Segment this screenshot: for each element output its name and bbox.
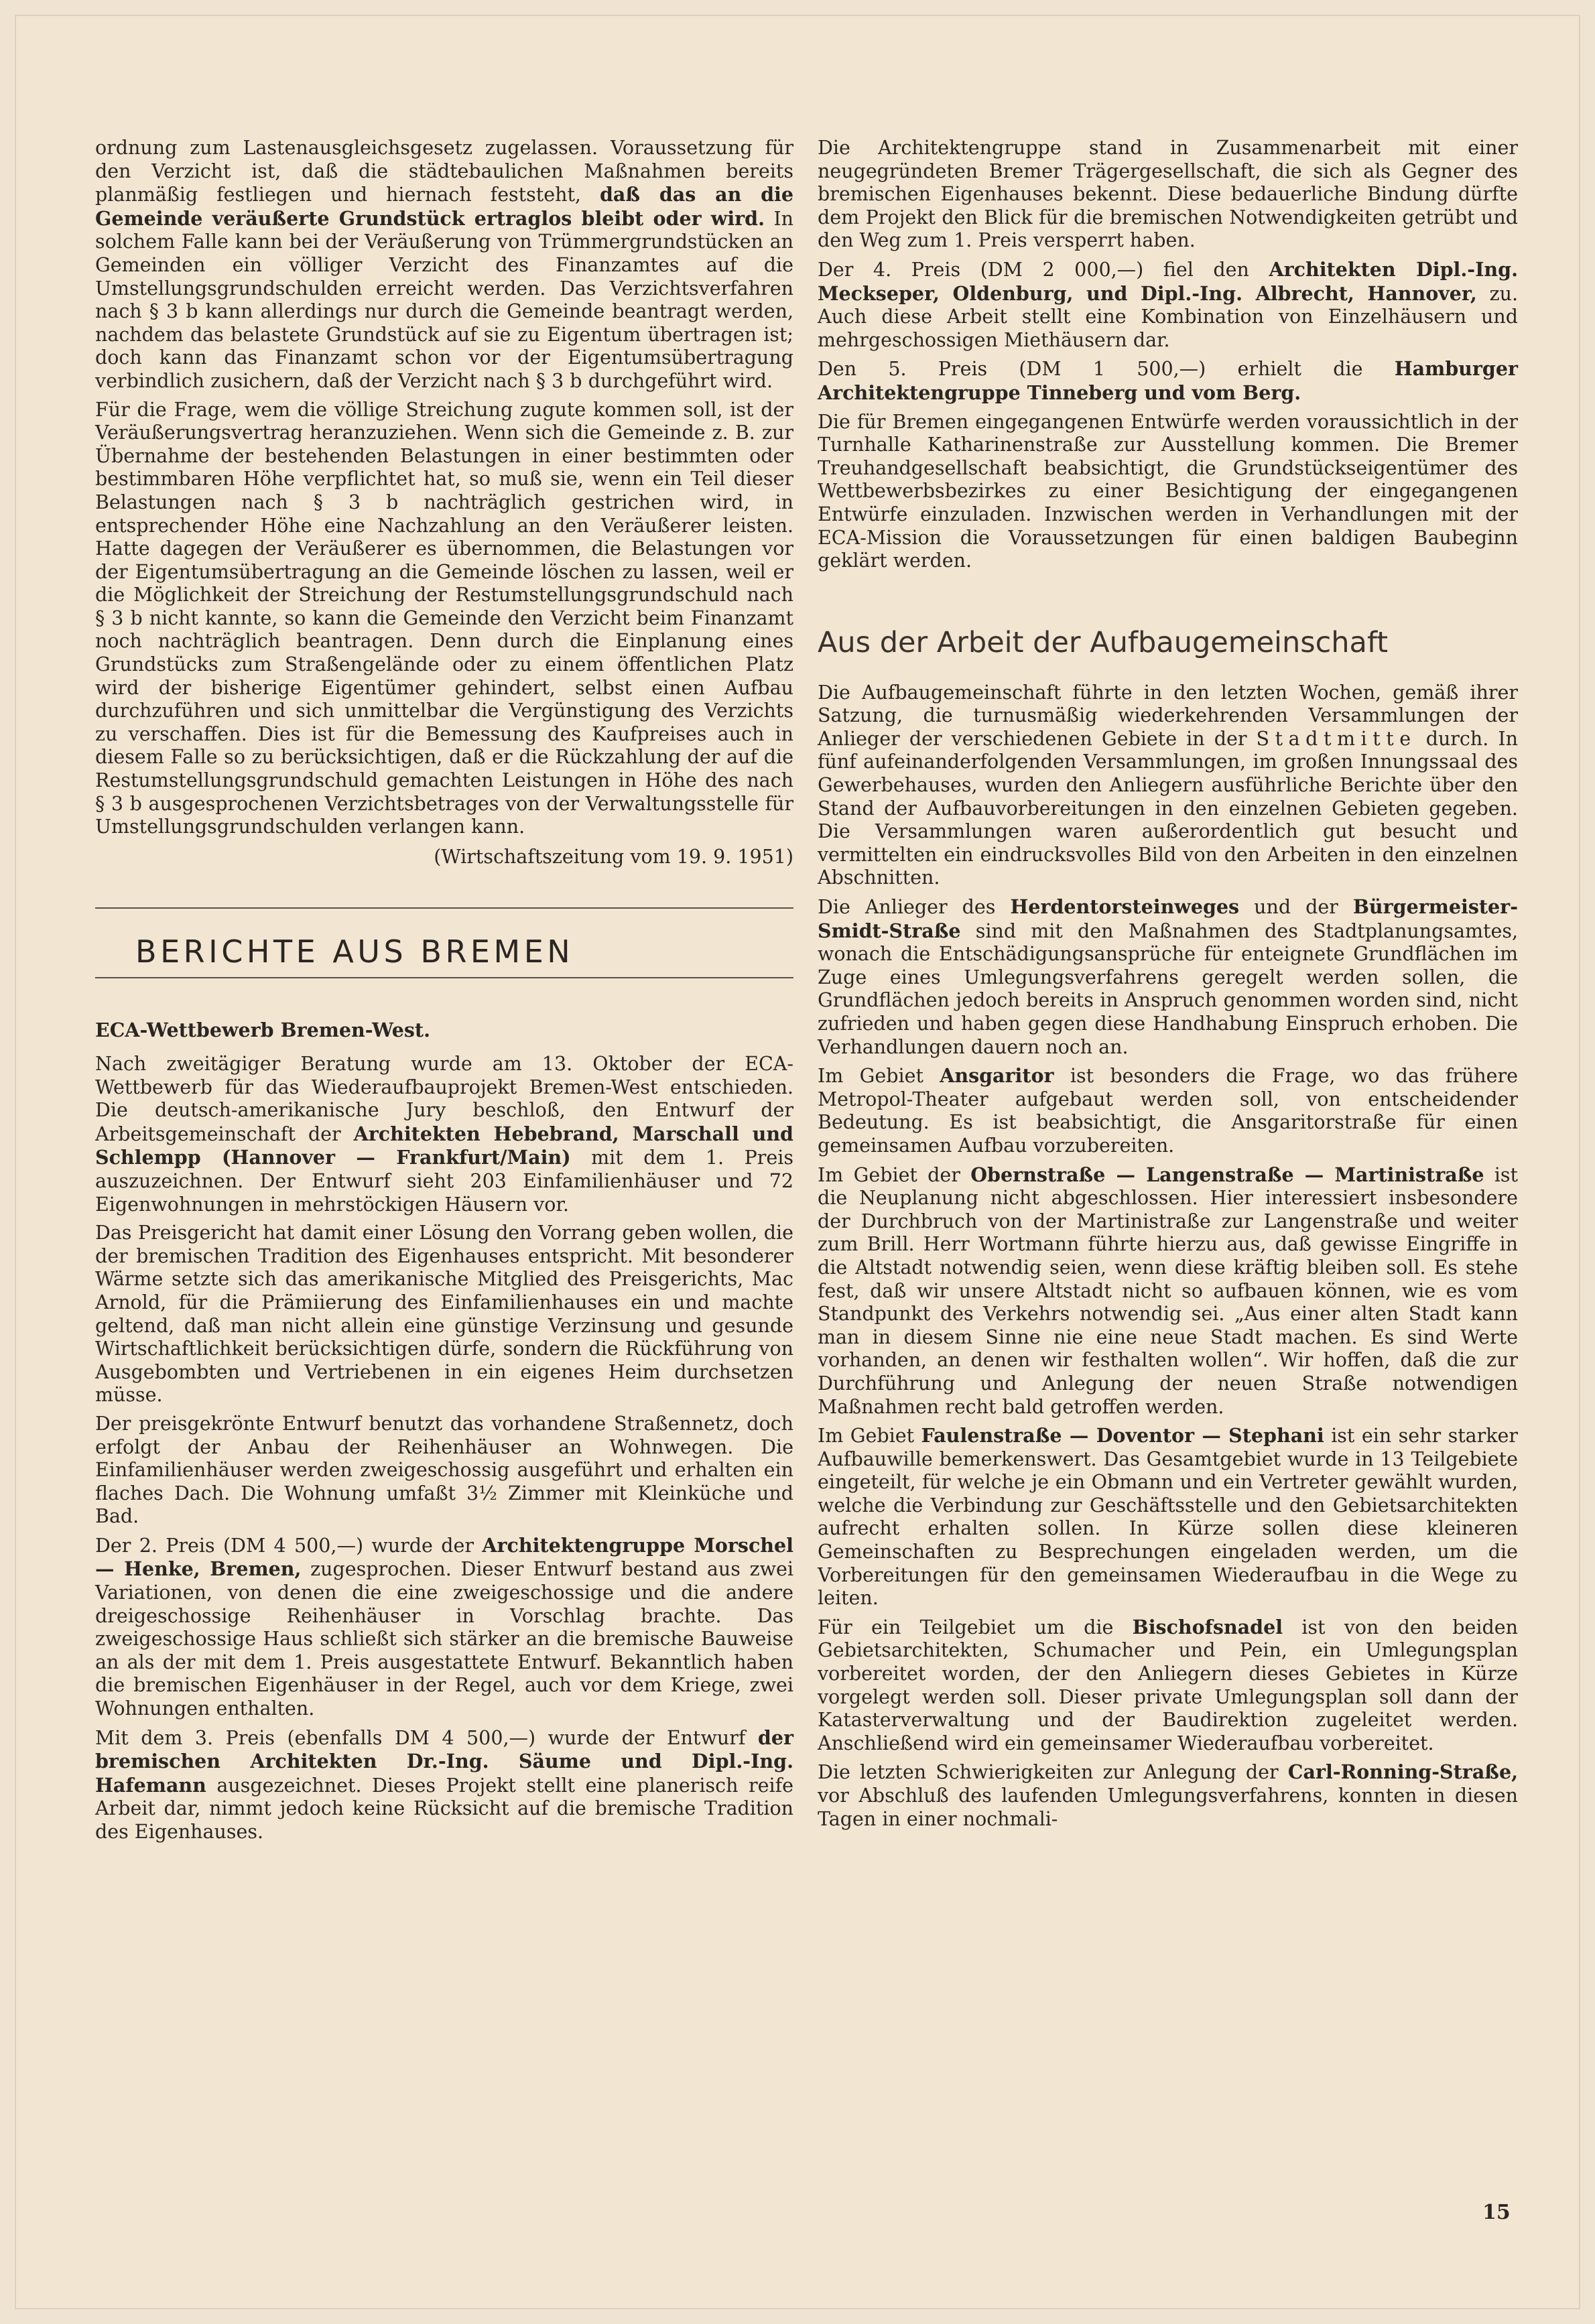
paragraph: Die für Bremen eingegangenen Entwürfe werden voraussichtlich in der Turnhalle Katharinenstraße zur Ausstellung kommen. Die Bremer Treuhandgesellschaft beabsichtigt, die Grundstückseigentümer des Wettbewerbsbezirkes zu einer Besichtigung der eingegangenen Entwürfe einzuladen. Inzwischen werden in Verhandlungen mit der ECA-Mission die Voraussetzungen für einen baldigen Baubeginn geklärt werden. xyxy=(818,410,1518,572)
section-rule-top xyxy=(95,907,793,909)
paragraph: Das Preisgericht hat damit einer Lösung den Vorrang geben wollen, die der bremischen Tradition des Eigenhauses entspricht. Mit besonderer Wärme setzte sich das amerikanische Mitglied des Preisgerichts, Mac Arnold, für die Prämiierung des Einfamilienhauses ein und machte geltend, daß man nicht allein eine günstige Verzinsung und gesunde Wirtschaftlichkeit berücksichtigen dürfe, sondern die Rückführung von Ausgebombten und Vertriebenen in ein eigenes Heim durchsetzen müsse. xyxy=(95,1222,793,1407)
paragraph: Die Architektengruppe stand in Zusammenarbeit mit einer neugegründeten Bremer Trägergesellschaft, die sich als Gegner des bremischen Eigenhauses bekennt. Diese bedauerliche Bindung dürfte dem Projekt den Blick für die bremischen Notwendigkeiten getrübt und den Weg zum 1. Preis versperrt haben. xyxy=(818,137,1518,252)
paragraph: Im Gebiet Faulenstraße — Doventor — Stephani ist ein sehr starker Aufbauwille bemerkenswert. Das Gesamtgebiet wurde in 13 Teilgebiete eingeteilt, für welche je ein Obmann und ein Vertreter gewählt wurden, welche die Verbindung zur Geschäftsstelle und den Gebietsarchitekten aufrecht erhalten sollen. In Kürze sollen diese kleineren Gemeinschaften zu Besprechungen eingeladen werden, um die Vorbereitungen für den gemeinsamen Wiederaufbau in die Wege zu leiten. xyxy=(818,1424,1519,1610)
paragraph: Im Gebiet Ansgaritor ist besonders die Frage, wo das frühere Metropol-Theater aufgebaut werden soll, von entscheidender Bedeutung. Es ist beabsichtigt, die Ansgaritorstraße für einen gemeinsamen Aufbau vorzubereiten. xyxy=(818,1064,1519,1157)
page-number: 15 xyxy=(1482,2201,1511,2224)
paragraph: ordnung zum Lastenausgleichsgesetz zugelassen. Voraussetzung für den Verzicht ist, daß die städtebaulichen Maßnahmen bereits planmäßig festliegen und hiernach feststeht, daß das an die Gemeinde veräußerte Grundstück ertraglos bleibt oder wird. In solchem Falle kann bei der Veräußerung von Trümmergrundstücken an Gemeinden ein völliger Verzicht des Finanzamtes auf die Umstellungsgrundschulden erreicht werden. Das Verzichtsverfahren nach § 3 b kann allerdings nur durch die Gemeinde beantragt werden, nachdem das belastete Grundstück auf sie zu Eigentum übertragen ist; doch kann das Finanzamt schon vor der Eigentumsübertragung verbindlich zusichern, daß der Verzicht nach § 3 b durchgeführt wird. xyxy=(95,137,794,392)
right-column xyxy=(818,137,1518,1836)
left-column xyxy=(95,137,793,1850)
paragraph: Die letzten Schwierigkeiten zur Anlegung der Carl-Ronning-Straße, vor Abschluß des laufenden Umlegungsverfahrens, konnten in diesen Tagen in einer nochmali- xyxy=(818,1760,1518,1830)
paragraph: Der 2. Preis (DM 4 500,—) wurde der Architektengruppe Morschel — Henke, Bremen, zugesprochen. Dieser Entwurf bestand aus zwei Variationen, von denen die eine zweigeschossige und die andere dreigeschossige Reihenhäuser in Vorschlag brachte. Das zweigeschossige Haus schließt sich stärker an die bremische Bauweise an als der mit dem 1. Preis ausgestattete Entwurf. Bekanntlich haben die bremischen Eigenhäuser in der Regel, auch vor dem Kriege, zwei Wohnungen enthalten. xyxy=(95,1533,793,1720)
paragraph: Der preisgekrönte Entwurf benutzt das vorhandene Straßennetz, doch erfolgt der Anbau der Reihenhäuser an Wohnwegen. Die Einfamilienhäuser werden zweigeschossig ausgeführt und erhalten ein flaches Dach. Die Wohnung umfaßt 3½ Zimmer mit Kleinküche und Bad. xyxy=(95,1412,793,1528)
paragraph: Der 4. Preis (DM 2 000,—) fiel den Architekten Dipl.-Ing. Meckseper, Oldenburg, und Dipl.-Ing. Albrecht, Hannover, zu. Auch diese Arbeit stellt eine Kombination von Einzelhäusern und mehrgeschossigen Miethäusern dar. xyxy=(818,257,1519,351)
section-rule-bottom xyxy=(95,977,793,978)
paragraph: Für ein Teilgebiet um die Bischofsnadel ist von den beiden Gebietsarchitekten, Schumacher und Pein, ein Umlegungsplan vorbereitet worden, der den Anliegern dieses Gebietes in Kürze vorgelegt werden soll. Dieser private Umlegungsplan soll dann der Katasterverwaltung und der Baudirektion zugeleitet werden. Anschließend wird ein gemeinsamer Wiederaufbau vorbereitet. xyxy=(818,1615,1518,1754)
document-page xyxy=(15,15,1580,2309)
paragraph: Nach zweitägiger Beratung wurde am 13. Oktober der ECA-Wettbewerb für das Wiederaufbauprojekt Bremen-West entschieden. Die deutsch-amerikanische Jury beschloß, den Entwurf der Arbeitsgemeinschaft der Architekten Hebebrand, Marschall und Schlempp (Hannover — Frankfurt/Main) mit dem 1. Preis auszuzeichnen. Der Entwurf sieht 203 Einfamilienhäuser und 72 Eigenwohnungen in mehrstöckigen Häusern vor. xyxy=(95,1053,793,1216)
paragraph: Die Aufbaugemeinschaft führte in den letzten Wochen, gemäß ihrer Satzung, die turnusmäßig wiederkehrenden Versammlungen der Anlieger der verschiedenen Gebiete in der Stadtmitte durch. In fünf aufeinanderfolgenden Versammlungen, im großen Innungssaal des Gewerbehauses, wurden den Anliegern ausführliche Berichte über den Stand der Aufbauvorbereitungen in den einzelnen Gebieten gegeben. Die Versammlungen waren außerordentlich gut besucht und vermittelten ein eindrucksvolles Bild von den Arbeiten in den einzelnen Abschnitten. xyxy=(818,681,1518,889)
paragraph: Im Gebiet der Obernstraße — Langenstraße — Martinistraße ist die Neuplanung nicht abgeschlossen. Hier interessiert insbesondere der Durchbruch von der Martinistraße zur Langenstraße und weiter zum Brill. Herr Wortmann führte hierzu aus, daß gewisse Eingriffe in die Altstadt notwendig seien, wenn diese kräftig bleiben soll. Es stehe fest, daß wir unsere Altstadt nicht so aufbauen können, wie es vom Standpunkt des Verkehrs notwendig sei. „Aus einer alten Stadt kann man in diesem Sinne nie eine neue Stadt machen. Es sind Werte vorhanden, an denen wir festhalten wollen“. Wir hoffen, daß die zur Durchführung und Anlegung der neuen Straße notwendigen Maßnahmen recht bald getroffen werden. xyxy=(818,1163,1518,1418)
paragraph: Für die Frage, wem die völlige Streichung zugute kommen soll, ist der Veräußerungsvertrag heranzuziehen. Wenn sich die Gemeinde z. B. zur Übernahme der bestehenden Belastungen in einer bestimmten oder bestimmbaren Höhe verpflichtet hat, so muß sie, wenn ein Teil dieser Belastungen nach § 3 b nachträglich gestrichen wird, in entsprechender Höhe eine Nachzahlung an den Veräußerer leisten. Hatte dagegen der Veräußerer es übernommen, die Belastungen vor der Eigentumsübertragung an die Gemeinde löschen zu lassen, weil er die Möglichkeit der Streichung der Restumstellungsgrundschuld nach § 3 b nicht kannte, so kann die Gemeinde den Verzicht beim Finanzamt noch nachträglich beantragen. Denn durch die Einplanung eines Grundstücks zum Straßengelände oder zu einem öffentlichen Platz wird der bisherige Eigentümer gehindert, selbst einen Aufbau durchzuführen und sich unmittelbar die Vergünstigung des Verzichts zu verschaffen. Dies ist für die Bemessung des Kaufpreises auch in diesem Falle so zu berücksichtigen, daß er die Rückzahlung der auf die Restumstellungsgrundschuld gemachten Leistungen in Höhe des nach § 3 b ausgesprochenen Verzichtsbetrages von der Verwaltungsstelle für Umstellungsgrundschulden verlangen kann. xyxy=(95,398,793,838)
source-citation: (Wirtschaftszeitung vom 19. 9. 1951) xyxy=(434,845,793,868)
article-subheading: ECA-Wettbewerb Bremen-West. xyxy=(95,1019,430,1042)
article-heading: Aus der Arbeit der Aufbaugemeinschaft xyxy=(818,625,1389,659)
paragraph: Mit dem 3. Preis (ebenfalls DM 4 500,—) wurde der Entwurf der bremischen Architekten Dr.-Ing. Säume und Dipl.-Ing. Hafemann ausgezeichnet. Dieses Projekt stellt eine planerisch reife Arbeit dar, nimmt jedoch keine Rücksicht auf die bremische Tradition des Eigenhauses. xyxy=(95,1726,794,1843)
paragraph: Den 5. Preis (DM 1 500,—) erhielt die Hamburger Architektengruppe Tinneberg und vom Berg. xyxy=(818,357,1518,404)
section-heading: BERICHTE AUS BREMEN xyxy=(135,933,574,970)
paragraph: Die Anlieger des Herdentorsteinweges und der Bürgermeister-Smidt-Straße sind mit den Maßnahmen des Stadtplanungsamtes, wonach die Entschädigungsansprüche für enteignete Grundflächen im Zuge eines Umlegungsverfahrens geregelt werden sollen, die Grundflächen jedoch bereits in Anspruch genommen worden sind, nicht zufrieden und haben gegen diese Handhabung Einspruch erhoben. Die Verhandlungen dauern noch an. xyxy=(818,895,1519,1058)
